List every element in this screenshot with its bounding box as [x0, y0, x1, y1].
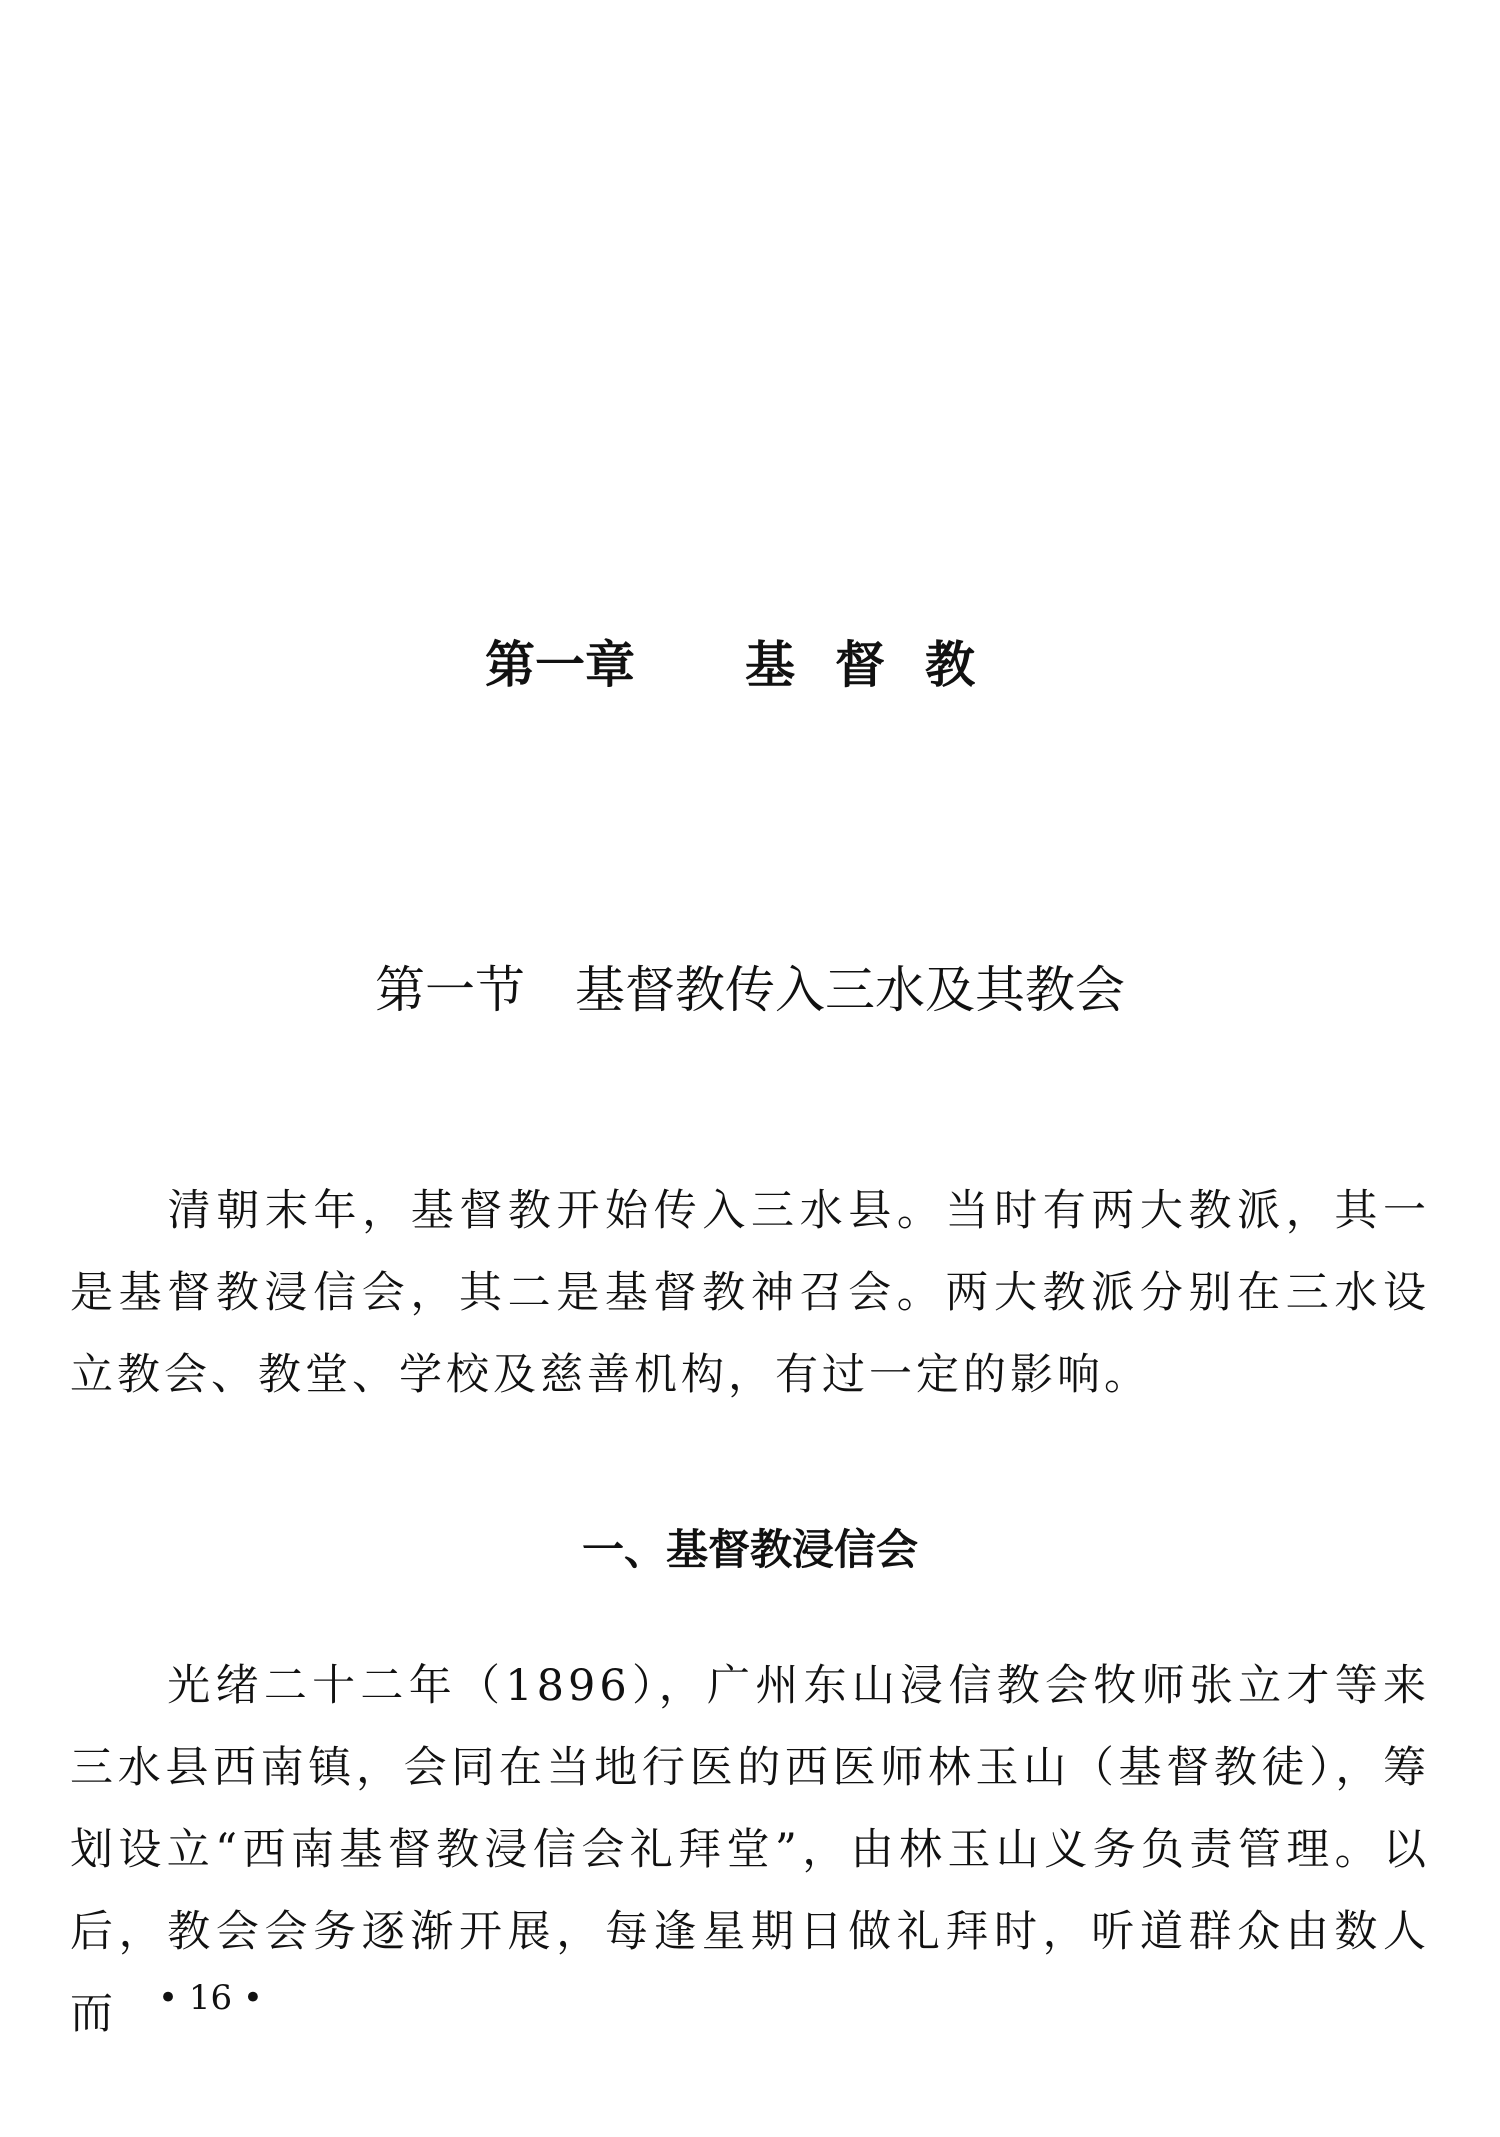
chapter-topic: 基督教 — [745, 636, 1015, 694]
subsection-title: 一、基督教浸信会 — [581, 1525, 918, 1574]
chapter-title — [0, 630, 1500, 700]
section-number: 第一节 — [375, 961, 525, 1019]
paragraph-intro — [70, 1170, 1430, 1416]
paragraph-baptist — [70, 1645, 1430, 2055]
paragraph-intro-text: 清朝末年，基督教开始传入三水县。当时有两大教派，其一是基督教浸信会，其二是基督教神召会。两大教派分别在三水设立教会、教堂、学校及慈善机构，有过一定的影响。 — [70, 1186, 1430, 1400]
paragraph-baptist-text: 光绪二十二年（1896），广州东山浸信教会牧师张立才等来三水县西南镇，会同在当地行医的西医师林玉山（基督教徒），筹划设立“西南基督教浸信会礼拜堂”，由林玉山义务负责管理。以后，教会会务逐渐开展，每逢星期日做礼拜时，听道群众由数人而 — [70, 1661, 1430, 2039]
section-topic: 基督教传入三水及其教会 — [575, 961, 1125, 1019]
page-number: • 16 • — [158, 1978, 263, 2018]
chapter-number: 第一章 — [485, 636, 635, 694]
section-title — [0, 955, 1500, 1025]
